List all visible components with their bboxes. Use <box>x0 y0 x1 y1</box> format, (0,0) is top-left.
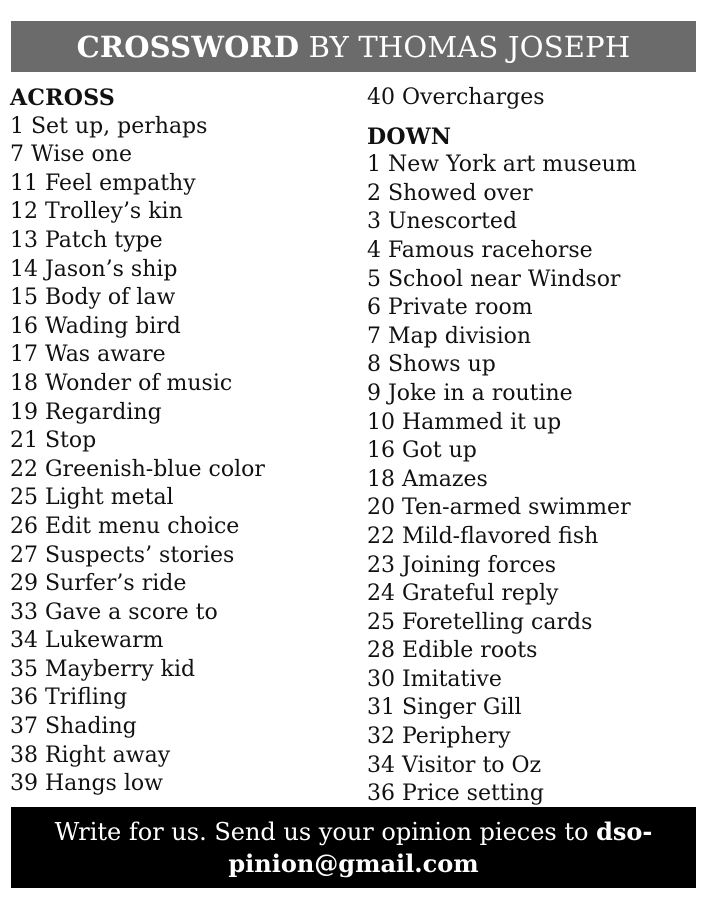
down-clue: 34 Visitor to Oz <box>367 752 542 778</box>
across-clue: 13 Patch type <box>10 227 163 253</box>
down-clue: 16 Got up <box>367 438 477 464</box>
down-clue: 7 Map division <box>367 323 532 349</box>
across-clue: 21 Stop <box>10 428 97 454</box>
across-heading: ACROSS <box>10 85 116 111</box>
across-clue: 11 Feel empathy <box>10 170 196 196</box>
across-clue: 38 Right away <box>10 742 171 768</box>
footer-message <box>54 816 654 880</box>
across-clue: 18 Wonder of music <box>10 370 233 396</box>
across-clue: 34 Lukewarm <box>10 628 164 654</box>
across-clue-continued: 40 Overcharges <box>367 85 545 110</box>
across-column <box>10 84 355 799</box>
across-clue: 7 Wise one <box>10 142 132 168</box>
footer-text: Write for us. Send us your opinion pieces to <box>54 817 597 846</box>
footer-banner <box>11 807 696 888</box>
across-clue: 36 Trifling <box>10 685 128 711</box>
down-clue: 23 Joining forces <box>367 552 557 578</box>
down-clue: 8 Shows up <box>367 352 496 378</box>
down-clue: 1 New York art museum <box>367 152 637 178</box>
down-clue: 25 Foretelling cards <box>367 609 593 635</box>
across-clue: 27 Suspects’ stories <box>10 542 235 568</box>
across-clue: 14 Jason’s ship <box>10 256 178 282</box>
down-clue: 5 School near Windsor <box>367 266 621 292</box>
down-clue: 2 Showed over <box>367 180 533 206</box>
down-clue: 10 Hammed it up <box>367 409 562 435</box>
across-clue: 17 Was aware <box>10 342 166 368</box>
down-clue: 36 Price setting <box>367 781 544 807</box>
down-clue: 9 Joke in a routine <box>367 380 573 406</box>
across-clue: 26 Edit menu choice <box>10 513 240 539</box>
crossword-title-bar <box>11 21 696 72</box>
down-clue: 18 Amazes <box>367 466 488 492</box>
across-clue: 35 Mayberry kid <box>10 656 196 682</box>
down-column <box>367 84 697 809</box>
across-clue: 16 Wading bird <box>10 313 181 339</box>
down-clue: 24 Grateful reply <box>367 581 559 607</box>
footer-email-part2[interactable]: pinion@gmail.com <box>228 848 479 878</box>
down-clue: 4 Famous racehorse <box>367 237 593 263</box>
title-byline: BY THOMAS JOSEPH <box>299 29 631 64</box>
across-clue: 1 Set up, perhaps <box>10 113 208 139</box>
down-clue: 20 Ten-armed swimmer <box>367 495 631 521</box>
section-spacer <box>367 113 697 123</box>
across-clue: 12 Trolley’s kin <box>10 199 183 225</box>
across-clue: 25 Light metal <box>10 485 174 511</box>
across-clue: 19 Regarding <box>10 399 162 425</box>
down-clue: 31 Singer Gill <box>367 695 522 721</box>
down-clue: 30 Imitative <box>367 666 502 692</box>
across-clue: 15 Body of law <box>10 285 176 311</box>
across-clue: 22 Greenish-blue color <box>10 456 265 482</box>
down-clue: 22 Mild-flavored fish <box>367 523 599 549</box>
down-clue: 28 Edible roots <box>367 638 538 664</box>
down-clue: 32 Periphery <box>367 724 511 750</box>
down-clue: 6 Private room <box>367 295 533 321</box>
down-heading: DOWN <box>367 123 452 150</box>
across-clue: 29 Surfer’s ride <box>10 571 187 597</box>
footer-email-part1[interactable]: dso- <box>596 816 653 846</box>
down-clue: 3 Unescorted <box>367 209 518 235</box>
title-main: CROSSWORD <box>76 29 300 64</box>
across-clue: 37 Shading <box>10 714 137 740</box>
across-clue: 39 Hangs low <box>10 771 163 797</box>
across-clue: 33 Gave a score to <box>10 599 218 625</box>
